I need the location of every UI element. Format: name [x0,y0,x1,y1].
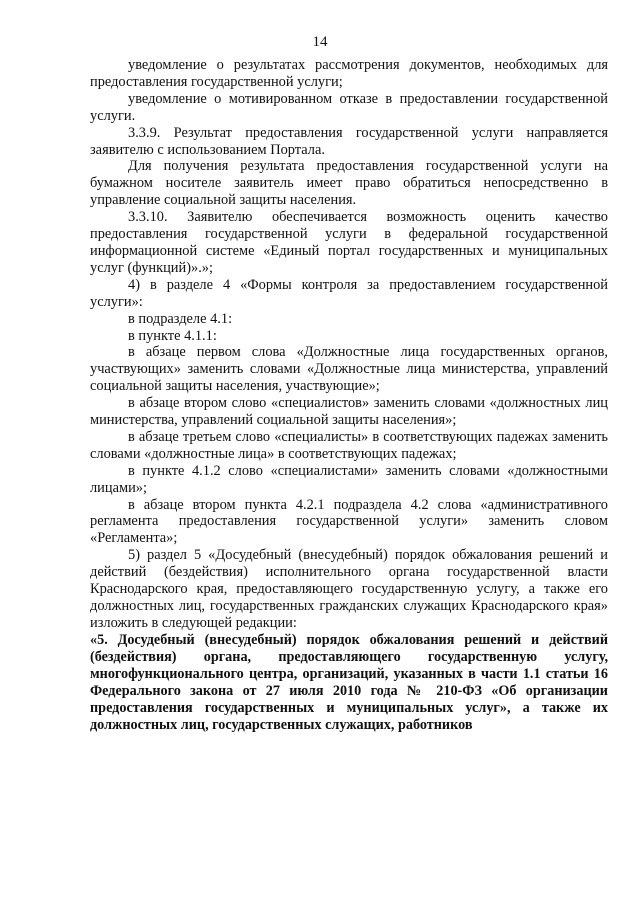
paragraph: 4) в разделе 4 «Формы контроля за предоставлением государственной услуги»: [90,276,608,310]
paragraph: в пункте 4.1.1: [128,327,217,344]
paragraph: 5) раздел 5 «Досудебный (внесудебный) порядок обжалования решений и действий (бездействия) исполнительного органа государственной власти Краснодарского края, предоставляющего государственную услугу, а также его должностных лиц, государственных гражданских служащих Краснодарского края» изложить в следующей редакции: [90,547,608,631]
paragraph: Для получения результата предоставления государственной услуги на бумажном носителе заявитель имеет право обратиться непосредственно в управление социальной защиты населения. [90,158,608,209]
paragraph: уведомление о мотивированном отказе в предоставлении государственной услуги. [90,90,608,124]
page-number: 14 [312,34,328,50]
document-body [90,57,608,734]
paragraph: в абзаце втором пункта 4.2.1 подраздела 4.2 слова «административного регламента предоставления государственной услуги» заменить словом «Регламента»; [90,496,608,547]
paragraph: уведомление о результатах рассмотрения документов, необходимых для предоставления государственной услуги; [90,57,608,90]
paragraph: 3.3.9. Результат предоставления государственной услуги направляется заявителю с использованием Портала. [90,124,608,158]
paragraph: в абзаце втором слово «специалистов» заменить словами «должностных лиц министерства, управлений социальной защиты населения»; [90,395,608,429]
paragraph: в абзаце первом слова «Должностные лица государственных органов, участвующих» заменить словами «Должностные лица министерства, управлений социальной защиты населения, участвующие»; [90,344,608,395]
paragraph: в пункте 4.1.2 слово «специалистами» заменить словами «должностными лицами»; [90,462,608,496]
paragraph: 3.3.10. Заявителю обеспечивается возможность оценить качество предоставления государственной услуги в федеральной государственной информационной системе «Единый портал государственных и муниципальных услуг (функций)».»; [90,209,608,276]
section-heading: «5. Досудебный (внесудебный) порядок обжалования решений и действий (бездействия) органа, предоставляющего государственную услугу, многофункционального центра, организаций, указанных в части 1.1 статьи 16 Федерального закона от 27 июля 2010 года № 210-ФЗ «Об организации предоставления государственных и муниципальных услуг», а также их должностных лиц, государственных служащих, работников [90,631,608,733]
paragraph: в абзаце третьем слово «специалисты» в соответствующих падежах заменить словами «должностные лица» в соответствующих падежах; [90,428,608,462]
paragraph: в подразделе 4.1: [128,310,233,327]
